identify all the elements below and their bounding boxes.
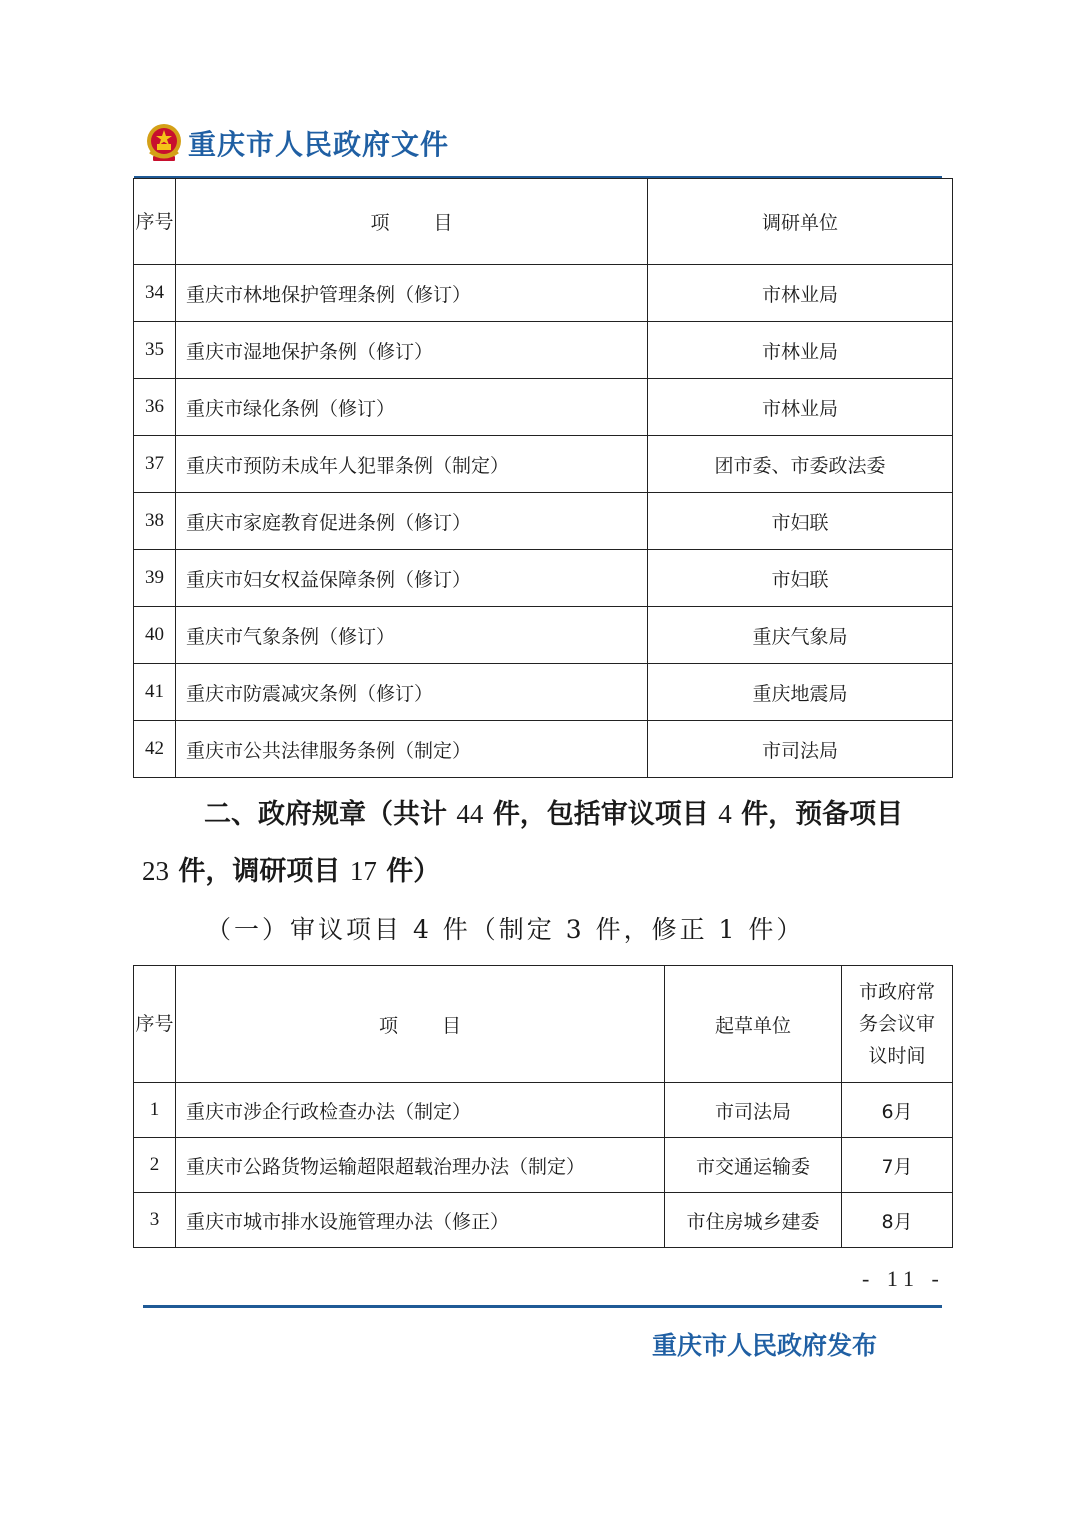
row-item: 重庆市公共法律服务条例（制定）	[176, 721, 648, 778]
row-time: 8月	[842, 1193, 953, 1248]
header-seq: 序号	[134, 966, 176, 1083]
row-time: 7月	[842, 1138, 953, 1193]
page-number: - 11 -	[862, 1266, 945, 1291]
header-item: 项 目	[176, 966, 665, 1083]
row-seq: 40	[134, 607, 176, 664]
row-seq: 37	[134, 436, 176, 493]
table-header-row	[134, 179, 953, 265]
row-unit: 重庆地震局	[648, 664, 953, 721]
row-seq: 36	[134, 379, 176, 436]
row-unit: 市林业局	[648, 322, 953, 379]
row-unit: 重庆气象局	[648, 607, 953, 664]
row-item: 重庆市气象条例（修订）	[176, 607, 648, 664]
review-items-table	[133, 965, 953, 1248]
row-unit: 市交通运输委	[665, 1138, 842, 1193]
row-item: 重庆市绿化条例（修订）	[176, 379, 648, 436]
row-unit: 市司法局	[648, 721, 953, 778]
row-unit: 市林业局	[648, 265, 953, 322]
table-row	[134, 550, 953, 607]
row-unit: 市住房城乡建委	[665, 1193, 842, 1248]
row-seq: 3	[134, 1193, 176, 1248]
row-seq: 2	[134, 1138, 176, 1193]
row-item: 重庆市涉企行政检查办法（制定）	[176, 1083, 665, 1138]
table-row	[134, 721, 953, 778]
section-heading-line-2: 23 件，调研项目 17 件）	[142, 856, 441, 887]
table-row	[134, 493, 953, 550]
row-item: 重庆市家庭教育促进条例（修订）	[176, 493, 648, 550]
table-header-row	[134, 966, 953, 1083]
footer-divider	[143, 1305, 942, 1308]
row-seq: 38	[134, 493, 176, 550]
row-item: 重庆市妇女权益保障条例（修订）	[176, 550, 648, 607]
row-item: 重庆市城市排水设施管理办法（修正）	[176, 1193, 665, 1248]
table-row	[134, 265, 953, 322]
row-seq: 39	[134, 550, 176, 607]
row-unit: 市妇联	[648, 493, 953, 550]
row-seq: 41	[134, 664, 176, 721]
header-seq: 序号	[134, 179, 176, 265]
row-unit: 市林业局	[648, 379, 953, 436]
row-seq: 35	[134, 322, 176, 379]
publisher-label: 重庆市人民政府发布	[652, 1331, 878, 1360]
research-items-table	[133, 178, 953, 778]
national-emblem-icon	[144, 122, 184, 164]
table-row	[134, 607, 953, 664]
table-row	[134, 379, 953, 436]
row-seq: 34	[134, 265, 176, 322]
table-row	[134, 1138, 953, 1193]
row-seq: 42	[134, 721, 176, 778]
header-unit: 起草单位	[665, 966, 842, 1083]
row-item: 重庆市预防未成年人犯罪条例（制定）	[176, 436, 648, 493]
header-time: 市政府常务会议审议时间	[842, 966, 953, 1083]
row-seq: 1	[134, 1083, 176, 1138]
row-unit: 团市委、市委政法委	[648, 436, 953, 493]
document-header-title: 重庆市人民政府文件	[188, 128, 450, 161]
row-item: 重庆市防震减灾条例（修订）	[176, 664, 648, 721]
row-item: 重庆市林地保护管理条例（修订）	[176, 265, 648, 322]
row-unit: 市司法局	[665, 1083, 842, 1138]
row-time: 6月	[842, 1083, 953, 1138]
row-item: 重庆市湿地保护条例（修订）	[176, 322, 648, 379]
table-row	[134, 436, 953, 493]
row-item: 重庆市公路货物运输超限超载治理办法（制定）	[176, 1138, 665, 1193]
section-heading-line-1: 二、政府规章（共计 44 件，包括审议项目 4 件，预备项目	[204, 799, 904, 830]
header-item: 项 目	[176, 179, 648, 265]
table-row	[134, 664, 953, 721]
table-row	[134, 322, 953, 379]
row-unit: 市妇联	[648, 550, 953, 607]
table-row	[134, 1193, 953, 1248]
header-unit: 调研单位	[648, 179, 953, 265]
document-header	[144, 120, 449, 166]
subsection-heading: （一）审议项目 4 件（制定 3 件，修正 1 件）	[206, 915, 805, 944]
table-row	[134, 1083, 953, 1138]
